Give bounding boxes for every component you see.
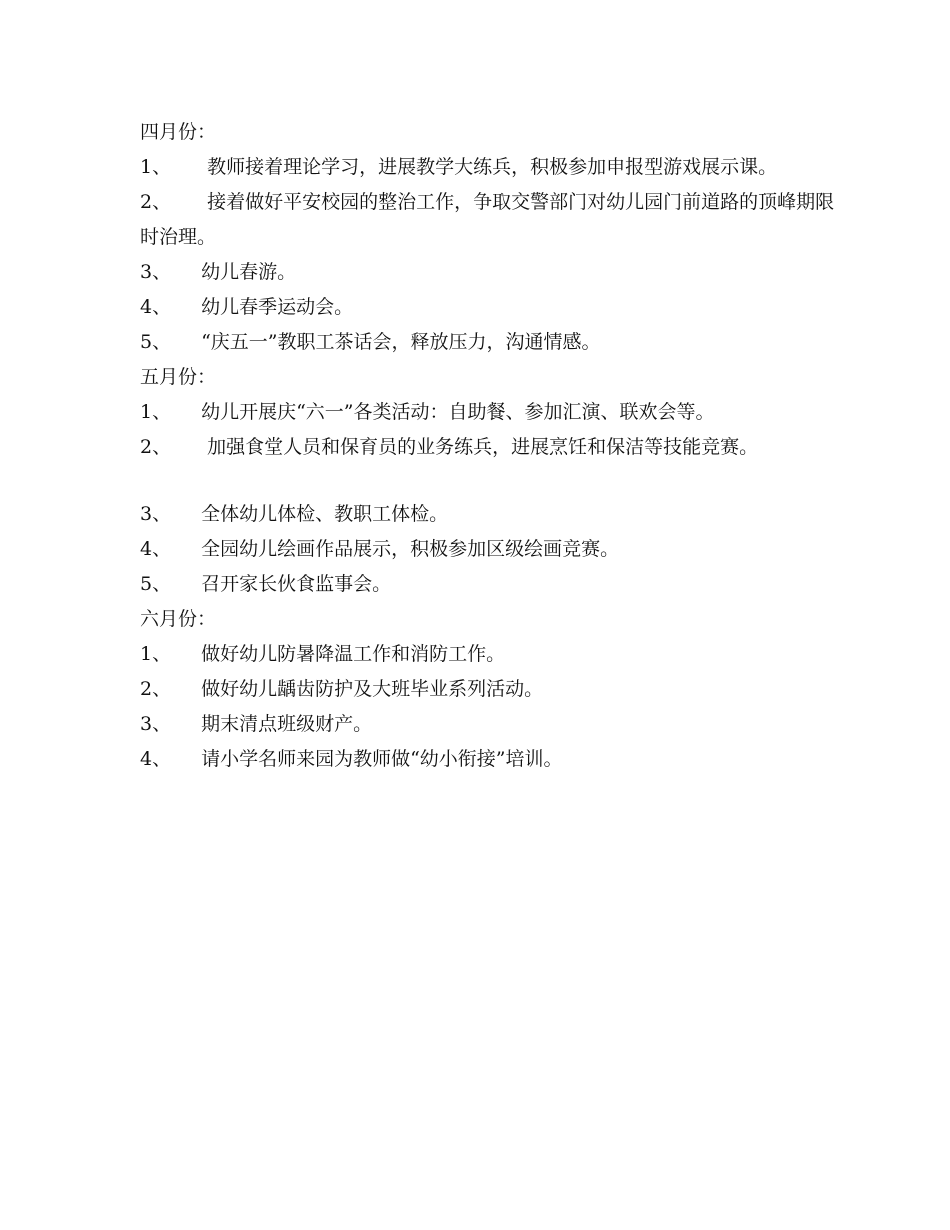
month-heading-may: 五月份： xyxy=(140,366,217,388)
item-text: 加强食堂人员和保育员的业务练兵，进展烹饪和保洁等技能竞赛。 xyxy=(207,436,759,458)
item-text: 幼儿开展庆“六一”各类活动：自助餐、参加汇演、联欢会等。 xyxy=(201,401,715,423)
item-text: 请小学名师来园为教师做“幼小衔接”培训。 xyxy=(201,748,563,770)
item-text: 接着做好平安校园的整治工作，争取交警部门对幼儿园门前道路的顶峰期限时治理。 xyxy=(140,191,835,248)
item-number: 3、 xyxy=(140,713,172,735)
item-number: 5、 xyxy=(140,573,172,595)
item-text: 全体幼儿体检、教职工体检。 xyxy=(201,503,449,525)
item-number: 1、 xyxy=(140,643,172,665)
list-item xyxy=(140,150,840,185)
item-number: 2、 xyxy=(140,191,172,213)
item-text: 教师接着理论学习，进展教学大练兵，积极参加申报型游戏展示课。 xyxy=(207,156,778,178)
month-heading-april: 四月份： xyxy=(140,121,217,143)
item-number: 2、 xyxy=(140,436,172,458)
item-text: 做好幼儿防暑降温工作和消防工作。 xyxy=(201,643,506,665)
item-text: 做好幼儿龋齿防护及大班毕业系列活动。 xyxy=(201,678,544,700)
item-text: 召开家长伙食监事会。 xyxy=(201,573,392,595)
list-item xyxy=(140,532,840,567)
item-number: 4、 xyxy=(140,748,172,770)
item-number: 5、 xyxy=(140,331,172,353)
document-body xyxy=(140,115,840,777)
item-number: 1、 xyxy=(140,401,172,423)
list-item xyxy=(140,325,840,360)
item-number: 4、 xyxy=(140,538,172,560)
list-item xyxy=(140,185,840,255)
list-item xyxy=(140,497,840,532)
item-number: 2、 xyxy=(140,678,172,700)
list-item xyxy=(140,707,840,742)
item-number: 3、 xyxy=(140,503,172,525)
list-item xyxy=(140,255,840,290)
blank-line xyxy=(140,465,840,497)
list-item xyxy=(140,430,840,465)
list-item xyxy=(140,742,840,777)
item-number: 4、 xyxy=(140,296,172,318)
list-item xyxy=(140,567,840,602)
item-number: 3、 xyxy=(140,261,172,283)
list-item xyxy=(140,395,840,430)
month-heading-june: 六月份： xyxy=(140,608,217,630)
item-text: 幼儿春游。 xyxy=(201,261,297,283)
list-item xyxy=(140,672,840,707)
item-number: 1、 xyxy=(140,156,172,178)
list-item xyxy=(140,637,840,672)
item-text: 全园幼儿绘画作品展示，积极参加区级绘画竞赛。 xyxy=(201,538,620,560)
item-text: “庆五一”教职工茶话会，释放压力，沟通情感。 xyxy=(201,331,601,353)
item-text: 幼儿春季运动会。 xyxy=(201,296,354,318)
item-text: 期末清点班级财产。 xyxy=(201,713,373,735)
list-item xyxy=(140,290,840,325)
